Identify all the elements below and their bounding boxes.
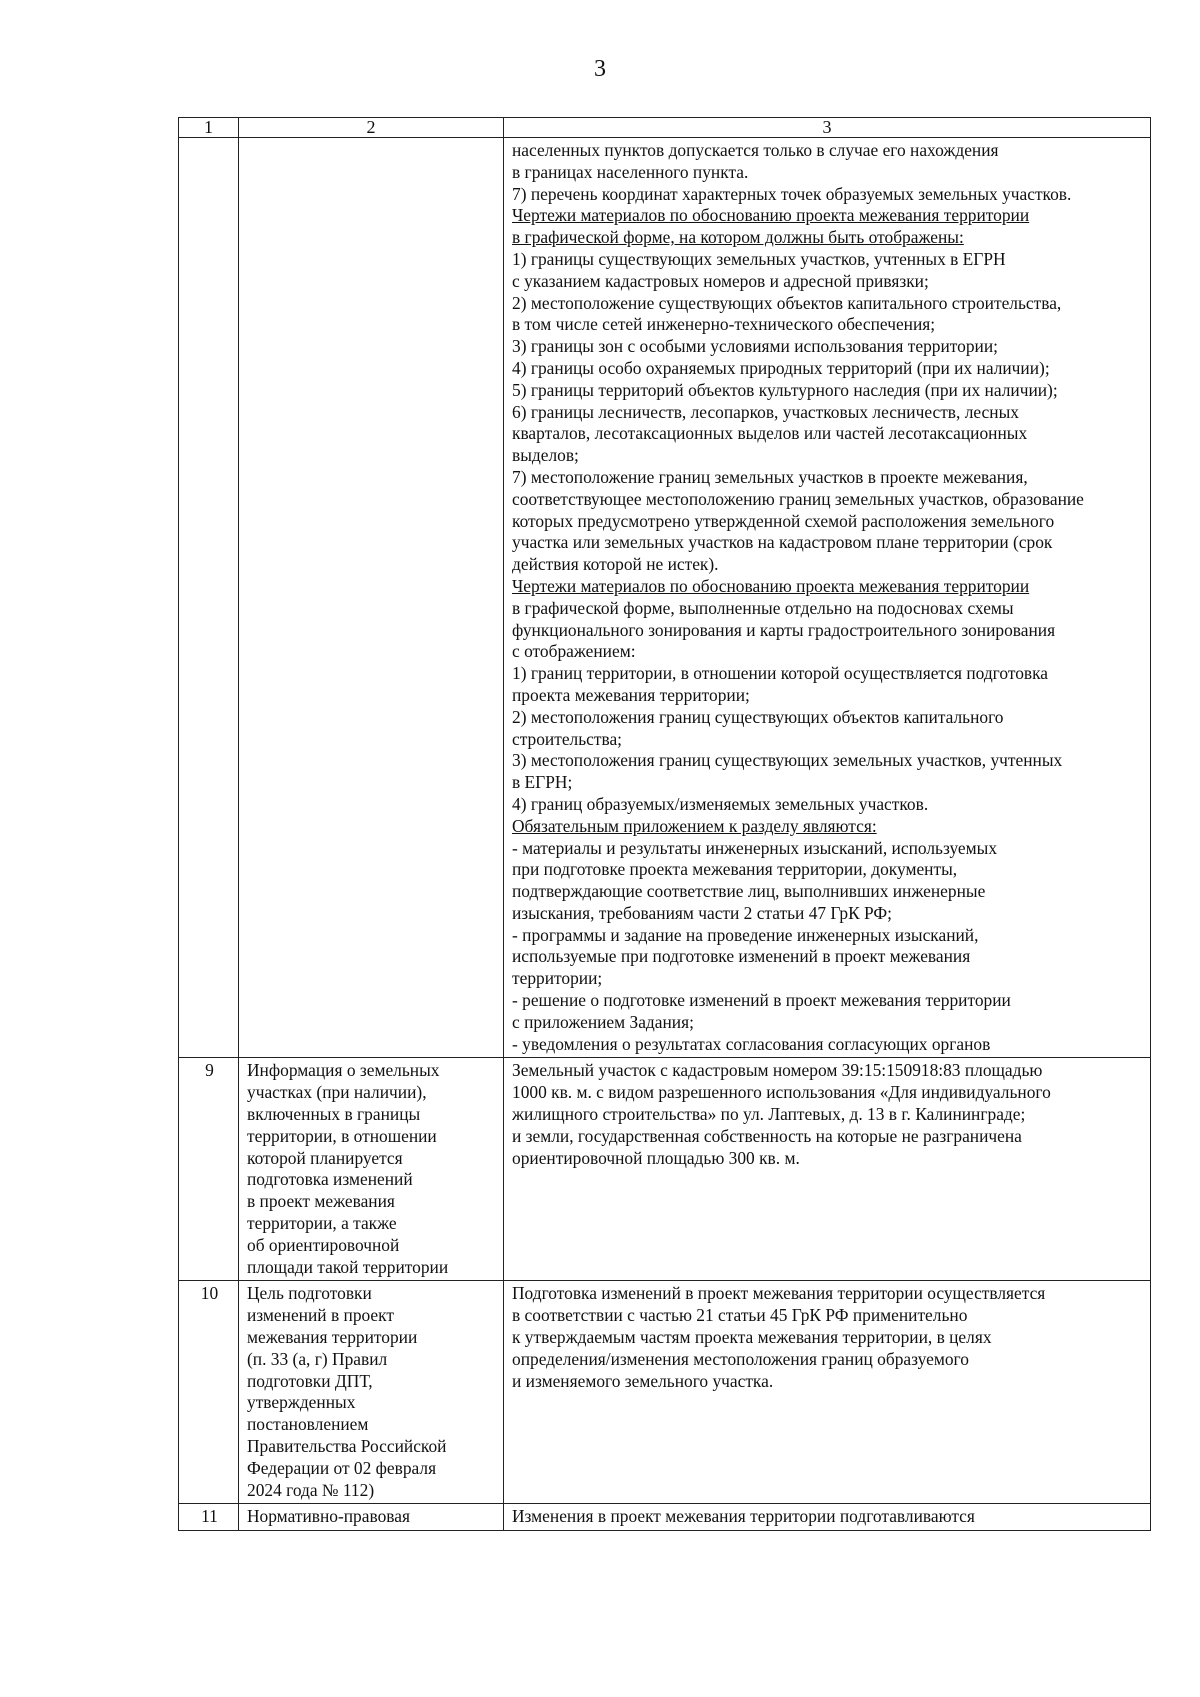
content-line: изыскания, требованиям части 2 статьи 47 ГрК РФ; [512,902,892,923]
content-line: - материалы и результаты инженерных изысканий, используемых [512,837,998,858]
content-line: в графической форме, на котором должны быть отображены: [512,227,964,248]
row-title-line: которой планируется [247,1147,403,1168]
content-line: 5) границы территорий объектов культурного наследия (при их наличии); [512,379,1058,400]
content-line: 6) границы лесничеств, лесопарков, участковых лесничеств, лесных [512,401,1019,422]
content-line: 3) границы зон с особыми условиями использования территории; [512,336,998,357]
content-line: действия которой не истек). [512,554,719,575]
table-row-10 [179,1281,1151,1504]
row-title-line: 2024 года № 112) [247,1479,375,1500]
content-line: выделов; [512,445,579,466]
content-line: соответствующее местоположению границ земельных участков, образование [512,488,1084,509]
content-line: 3) местоположения границ существующих земельных участков, учтенных [512,750,1063,771]
content-line: с отображением: [512,641,636,662]
content-line: и изменяемого земельного участка. [512,1370,774,1391]
column-header-1: 1 [179,118,239,138]
content-line: с приложением Задания; [512,1011,694,1032]
row-number: 10 [179,1281,239,1504]
row-title-line: подготовки ДПТ, [247,1370,373,1391]
content-line: к утверждаемым частям проекта межевания территории, в целях [512,1327,992,1348]
content-line: определения/изменения местоположения границ образуемого [512,1348,969,1369]
row-title-cell [239,1058,504,1281]
content-line: Подготовка изменений в проект межевания территории осуществляется [512,1283,1046,1304]
content-line: Чертежи материалов по обоснованию проекта межевания территории [512,575,1030,596]
content-line: жилищного строительства» по ул. Лаптевых, д. 13 в г. Калининграде; [512,1104,1026,1125]
row-title-line: территории, а также [247,1213,397,1234]
row-title-line: площади такой территории [247,1256,449,1277]
content-line: в графической форме, выполненные отдельно на подосновах схемы [512,597,1014,618]
content-line: 2) местоположения границ существующих объектов капитального [512,706,1004,727]
row-title-cell [239,1504,504,1531]
row-title-line: утвержденных [247,1392,356,1413]
content-line: 7) перечень координат характерных точек образуемых земельных участков. [512,183,1072,204]
row-title-line: подготовка изменений [247,1169,413,1190]
row-title-line: участках (при наличии), [247,1082,427,1103]
content-line: в соответствии с частью 21 статьи 45 ГрК РФ применительно [512,1305,968,1326]
content-line: Земельный участок с кадастровым номером 39:15:150918:83 площадью [512,1060,1043,1081]
continuation-num-cell [179,138,239,1058]
table-header-row [179,118,1151,138]
content-line: подтверждающие соответствие лиц, выполнивших инженерные [512,881,986,902]
content-line: с указанием кадастровых номеров и адресной привязки; [512,270,929,291]
continuation-name-cell [239,138,504,1058]
content-line: 1000 кв. м. с видом разрешенного использования «Для индивидуального [512,1082,1051,1103]
content-line: Изменения в проект межевания территории подготавливаются [512,1506,975,1527]
row-title-line: Информация о земельных [247,1060,440,1081]
content-line: используемые при подготовке изменений в проект межевания [512,946,971,967]
row-title-cell [239,1281,504,1504]
row-number: 11 [179,1504,239,1531]
row-number: 9 [179,1058,239,1281]
content-line: ориентировочной площадью 300 кв. м. [512,1147,800,1168]
content-line: при подготовке проекта межевания территории, документы, [512,859,958,880]
content-line: в границах населенного пункта. [512,161,749,182]
content-line: строительства; [512,728,623,749]
table-row-11 [179,1504,1151,1531]
content-line: - решение о подготовке изменений в проект межевания территории [512,990,1011,1011]
content-line: Чертежи материалов по обоснованию проекта межевания территории [512,205,1030,226]
row-title-line: Цель подготовки [247,1283,372,1304]
content-line: 1) границ территории, в отношении которой осуществляется подготовка [512,663,1049,684]
row-content-cell [504,1504,1151,1531]
row-title-line: постановлением [247,1414,369,1435]
continuation-content-cell [504,138,1151,1058]
content-line: участка или земельных участков на кадастровом плане территории (срок [512,532,1053,553]
content-line: 2) местоположение существующих объектов капитального строительства, [512,292,1062,313]
table-row-9 [179,1058,1151,1281]
row-content-cell [504,1281,1151,1504]
content-line: 4) границ образуемых/изменяемых земельных участков. [512,793,929,814]
content-line: Обязательным приложением к разделу являются: [512,815,877,836]
requirements-table [178,117,1151,1531]
row-title-line: Нормативно-правовая [247,1506,410,1527]
content-line: проекта межевания территории; [512,684,750,705]
column-header-2: 2 [239,118,504,138]
row-title-line: межевания территории [247,1327,418,1348]
content-line: функционального зонирования и карты градостроительного зонирования [512,619,1056,640]
content-line: - программы и задание на проведение инженерных изысканий, [512,924,979,945]
row-title-line: изменений в проект [247,1305,394,1326]
column-header-3: 3 [504,118,1151,138]
content-line: территории; [512,968,603,989]
row-title-line: Федерации от 02 февраля [247,1457,437,1478]
continuation-row [179,138,1151,1058]
page-number: 3 [594,56,606,82]
row-title-line: территории, в отношении [247,1125,437,1146]
content-line: населенных пунктов допускается только в случае его нахождения [512,140,999,160]
content-line: 4) границы особо охраняемых природных территорий (при их наличии); [512,357,1050,378]
row-title-line: об ориентировочной [247,1234,400,1255]
content-line: в ЕГРН; [512,772,573,793]
content-line: в том числе сетей инженерно-технического обеспечения; [512,314,936,335]
content-line: кварталов, лесотаксационных выделов или частей лесотаксационных [512,423,1028,444]
content-line: 1) границы существующих земельных участков, учтенных в ЕГРН [512,248,1006,269]
row-title-line: Правительства Российской [247,1436,447,1457]
content-line: - уведомления о результатах согласования согласующих органов [512,1033,991,1054]
row-title-line: (п. 33 (а, г) Правил [247,1348,388,1369]
content-line: и земли, государственная собственность на которые не разграничена [512,1125,1022,1146]
row-title-line: в проект межевания [247,1191,395,1212]
content-line: 7) местоположение границ земельных участков в проекте межевания, [512,466,1028,487]
row-title-line: включенных в границы [247,1104,421,1125]
content-line: которых предусмотрено утвержденной схемой расположения земельного [512,510,1055,531]
row-content-cell [504,1058,1151,1281]
